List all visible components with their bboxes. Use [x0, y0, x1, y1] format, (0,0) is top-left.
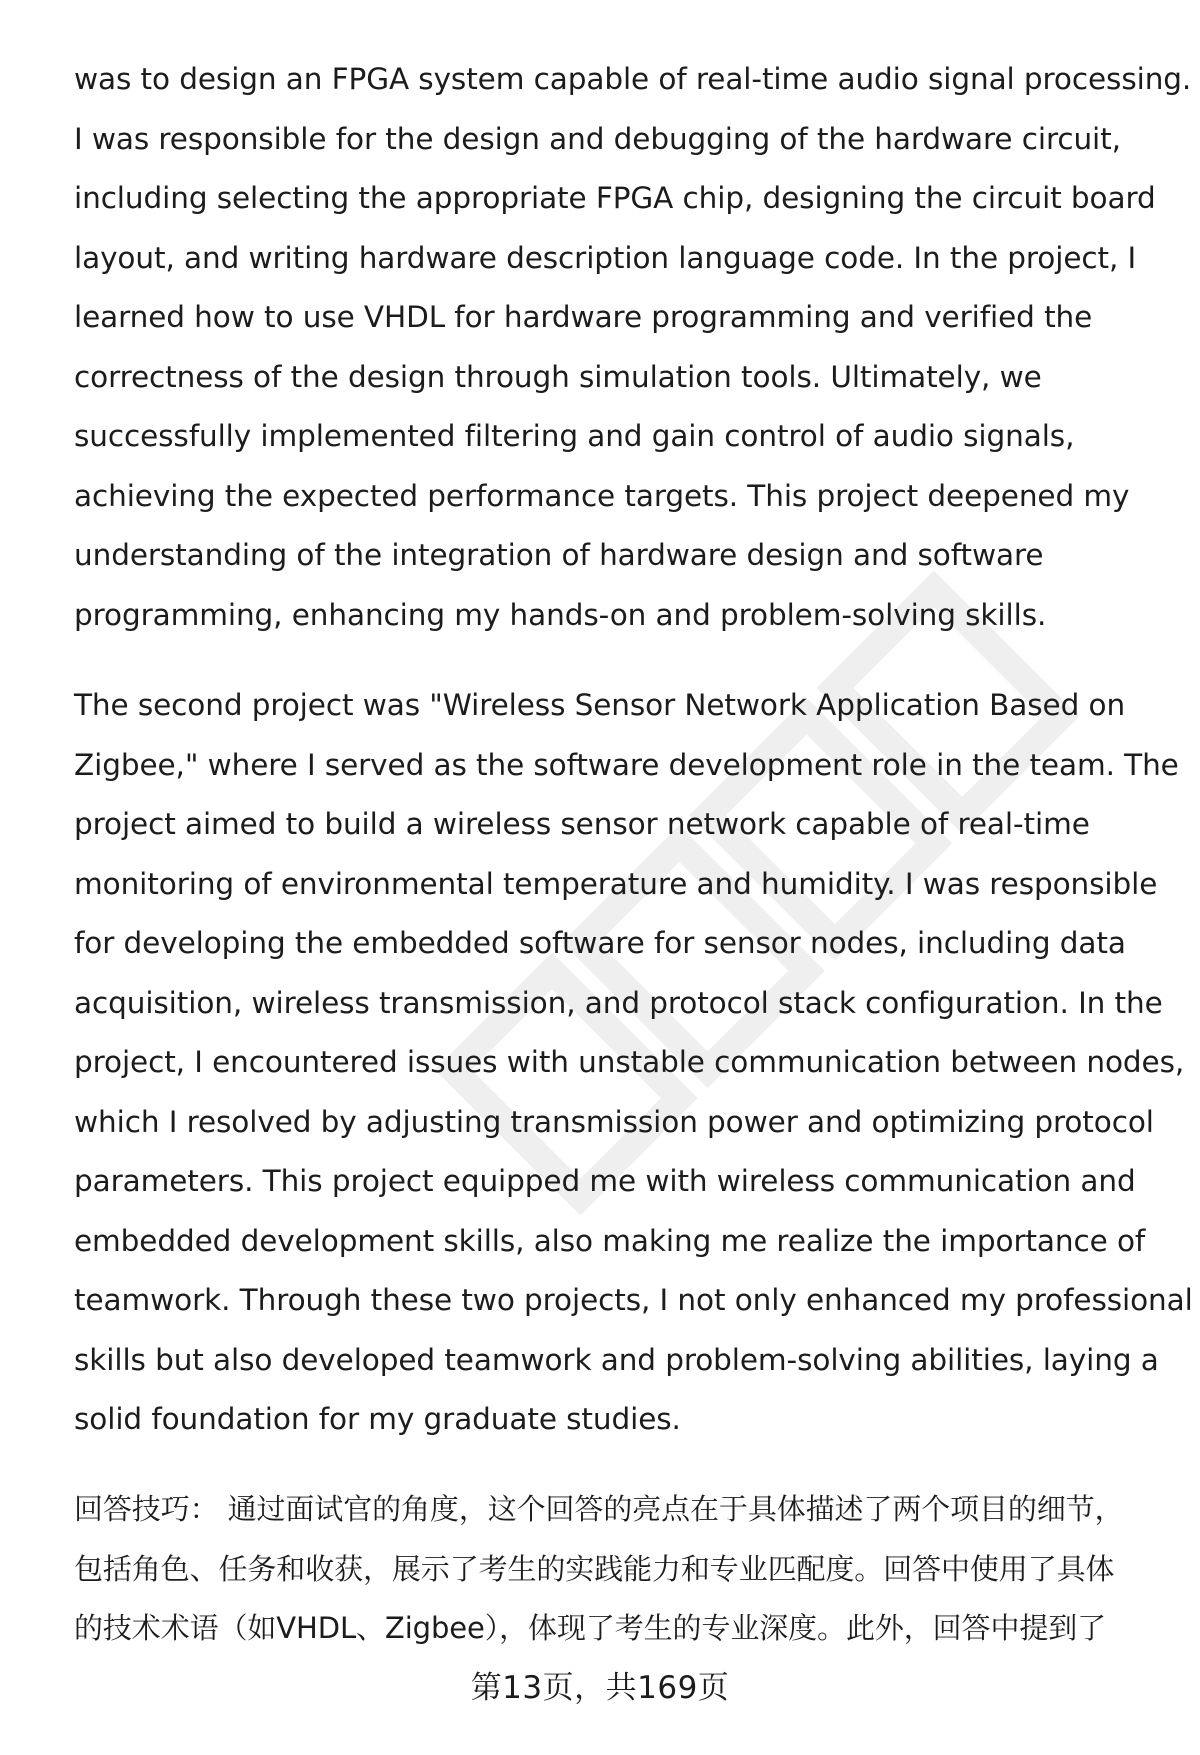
paragraph-line: successfully implemented filtering and gain control of audio signals, — [74, 419, 1075, 453]
tips-line: 的技术术语（如VHDL、Zigbee），体现了考生的专业深度。此外，回答中提到了 — [74, 1611, 1107, 1645]
page-number-footer: 第13页，共169页 — [470, 1670, 730, 1706]
paragraph-line: Zigbee," where I served as the software development role in the team. The — [74, 747, 1179, 782]
tips-line: 包括角色、任务和收获，展示了考生的实践能力和专业匹配度。回答中使用了具体 — [74, 1551, 1115, 1586]
paragraph-line: for developing the embedded software for sensor nodes, including data — [74, 926, 1126, 960]
paragraph-line: understanding of the integration of hardware design and software — [74, 538, 1044, 572]
paragraph-line: programming, enhancing my hands-on and problem-solving skills. — [74, 597, 1047, 632]
paragraph-line: achieving the expected performance targets. This project deepened my — [74, 478, 1130, 513]
paragraph-2 — [74, 676, 1193, 1450]
paragraph-line: correctness of the design through simulation tools. Ultimately, we — [74, 359, 1042, 394]
answer-tips — [74, 1480, 1154, 1659]
paragraph-line: solid foundation for my graduate studies. — [74, 1402, 681, 1436]
paragraph-line: project, I encountered issues with unstable communication between nodes, — [74, 1045, 1185, 1079]
paragraph-line: I was responsible for the design and debugging of the hardware circuit, — [74, 121, 1121, 156]
paragraph-line: was to design an FPGA system capable of real-time audio signal processing. — [74, 62, 1192, 96]
paragraph-line: monitoring of environmental temperature and humidity. I was responsible — [74, 866, 1158, 901]
paragraph-line: parameters. This project equipped me with wireless communication and — [74, 1164, 1136, 1198]
paragraph-line: embedded development skills, also making me realize the importance of — [74, 1223, 1146, 1258]
paragraph-line: including selecting the appropriate FPGA chip, designing the circuit board — [74, 181, 1156, 215]
paragraph-line: which I resolved by adjusting transmission power and optimizing protocol — [74, 1104, 1154, 1139]
tips-line: 回答技巧： 通过面试官的角度，这个回答的亮点在于具体描述了两个项目的细节， — [74, 1492, 1124, 1526]
paragraph-line: The second project was "Wireless Sensor Network Application Based on — [74, 688, 1126, 722]
paragraph-line: learned how to use VHDL for hardware programming and verified the — [74, 300, 1093, 334]
paragraph-line: project aimed to build a wireless sensor network capable of real-time — [74, 807, 1090, 841]
paragraph-line: skills but also developed teamwork and problem-solving abilities, laying a — [74, 1342, 1159, 1377]
paragraph-line: acquisition, wireless transmission, and protocol stack configuration. In the — [74, 985, 1163, 1020]
paragraph-line: teamwork. Through these two projects, I not only enhanced my professional — [74, 1283, 1193, 1317]
paragraph-1 — [74, 50, 1192, 645]
paragraph-line: layout, and writing hardware description language code. In the project, I — [74, 240, 1137, 275]
